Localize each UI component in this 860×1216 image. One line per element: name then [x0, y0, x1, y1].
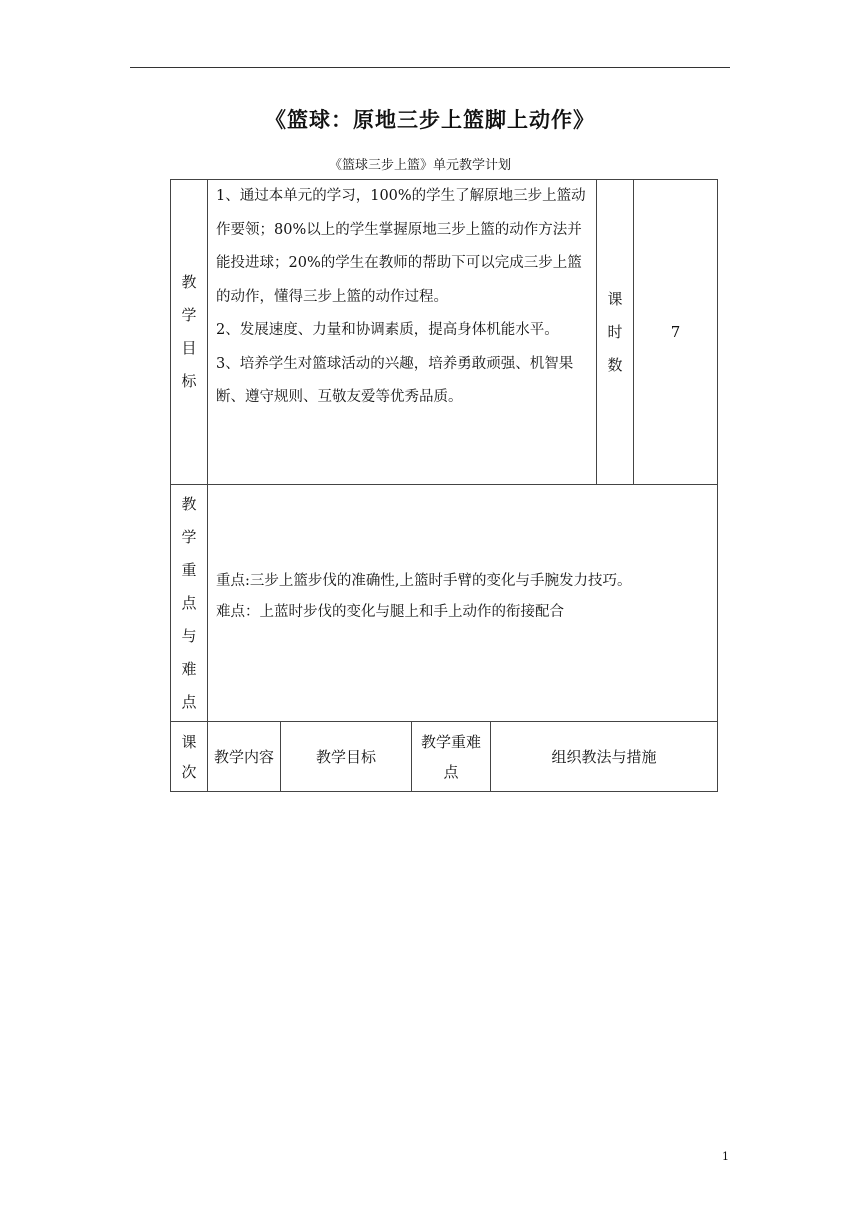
goal-label-char: 标	[181, 372, 197, 390]
table-caption: 《篮球三步上篮》单元教学计划	[328, 158, 511, 173]
difficulty-text: 难点：上蓝时步伐的变化与腿上和手上动作的衔接配合	[216, 604, 564, 620]
key-label-char: 重	[181, 560, 197, 579]
key-points	[216, 566, 716, 628]
key-point-text: 重点:三步上篮步伐的准确性,上篮时手臂的变化与手腕发力技巧。	[216, 573, 632, 589]
content-header: 教学内容	[214, 747, 275, 766]
goal-list	[216, 180, 590, 415]
key-label-char: 与	[181, 626, 197, 645]
page-number: 1	[722, 1150, 729, 1163]
goal-label	[170, 179, 208, 485]
key-label-char: 难	[181, 659, 197, 678]
hours-label-char: 数	[607, 355, 623, 374]
key-header: 教学重难点	[420, 732, 481, 781]
goal-label-char: 学	[181, 306, 197, 324]
key-label	[170, 484, 208, 722]
lesson-label	[170, 721, 208, 792]
key-label-char: 教	[181, 494, 197, 513]
method-header: 组织教法与措施	[551, 747, 657, 766]
key-label-char: 点	[181, 593, 197, 612]
lesson-label-char: 课	[181, 732, 197, 751]
goal-label-char: 教	[181, 273, 197, 291]
goal-item: 2、发展速度、力量和协调素质，提高身体机能水平。	[216, 322, 559, 338]
key-label-char: 学	[181, 527, 197, 546]
document-title: 《篮球：原地三步上篮脚上动作》	[265, 107, 595, 132]
hours-label-char: 时	[607, 322, 623, 341]
lesson-label-char: 次	[181, 762, 197, 781]
hours-value: 7	[670, 323, 681, 341]
header-rule	[130, 67, 730, 68]
goal-label-char: 目	[181, 339, 197, 357]
goal-header: 教学目标	[315, 747, 376, 766]
goal-item: 1、通过本单元的学习，100%的学生了解原地三步上篮动作要领；80%以上的学生掌握原地三步上篮的动作方法并能投进球；20%的学生在教师的帮助下可以完成三步上篮的动作，懂得三步上篮的动作过程。	[216, 188, 586, 305]
key-label-char: 点	[181, 692, 197, 711]
hours-label	[596, 179, 634, 485]
goal-item: 3、培养学生对篮球活动的兴趣，培养勇敢顽强、机智果断、遵守规则、互敬友爱等优秀品质。	[216, 355, 574, 405]
hours-label-char: 课	[607, 289, 623, 308]
